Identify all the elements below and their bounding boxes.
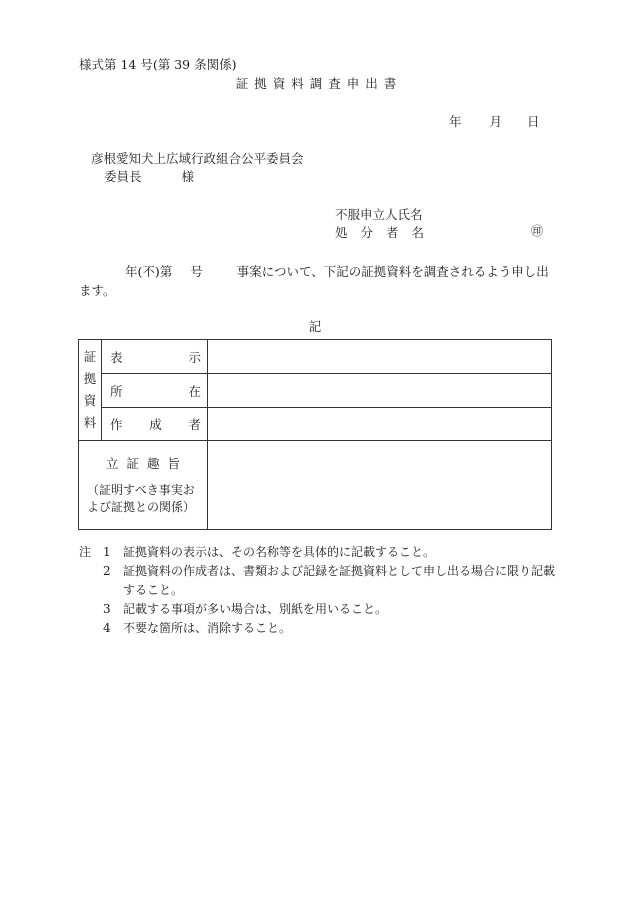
date-year-label: 年 <box>449 114 462 129</box>
value-location[interactable] <box>208 374 552 408</box>
note-item: 注 1 証拠資料の表示は、その名称等を具体的に記載すること。 <box>79 543 559 562</box>
chairman-line <box>104 167 194 185</box>
purpose-label: 立証趣旨 <box>105 456 188 471</box>
notes-head: 注 <box>79 545 92 559</box>
table-row-location <box>79 374 552 408</box>
purpose-note: （証明すべき事実および証拠との関係） <box>87 483 196 514</box>
disposer-name-label <box>335 223 437 241</box>
evidence-group-label: 証 拠 資 料 <box>79 340 102 441</box>
disposer-label-text: 処分者名 <box>335 225 438 240</box>
label-author: 作 成 者 <box>102 408 208 441</box>
case-number-label: 号 <box>190 264 203 279</box>
chairman-title: 委員長 <box>104 169 142 184</box>
label-display: 表 示 <box>102 340 208 374</box>
applicant-name-label: 不服申立人氏名 <box>335 207 423 222</box>
seal-mark: ㊞ <box>531 224 544 238</box>
request-text: 事案について、下記の証拠資料を調査されるよう申し出ます。 <box>79 264 549 298</box>
note-item: 3 記載する事項が多い場合は、別紙を用いること。 <box>103 602 388 616</box>
case-year-label: 年(不)第 <box>125 264 173 279</box>
addressee: 彦根愛知犬上広域行政組合公平委員会 <box>91 151 304 166</box>
value-author[interactable] <box>208 408 552 441</box>
request-paragraph <box>79 262 559 300</box>
label-location: 所 在 <box>102 374 208 408</box>
honorific-sama: 様 <box>181 169 195 184</box>
value-display[interactable] <box>208 340 552 374</box>
date-day-label: 日 <box>527 114 540 129</box>
table-row-author <box>79 408 552 441</box>
note-item: 4 不要な箇所は、消除すること。 <box>103 621 292 635</box>
note-item: 2 証拠資料の作成者は、書類および記録を証拠資料として申し出る場合に限り記載すること。 <box>103 564 556 597</box>
date-month-label: 月 <box>489 114 503 129</box>
table-row-purpose <box>79 441 552 530</box>
evidence-table <box>78 339 552 530</box>
document-title: 証拠資料調査申出書 <box>235 76 403 91</box>
form-number: 様式第 14 号(第 39 条関係) <box>79 57 237 72</box>
value-purpose[interactable] <box>208 441 552 530</box>
ki-heading: 記 <box>308 319 322 334</box>
notes-section <box>79 543 559 638</box>
date-line <box>449 112 540 130</box>
table-row-display <box>79 340 552 374</box>
label-purpose <box>79 441 208 530</box>
